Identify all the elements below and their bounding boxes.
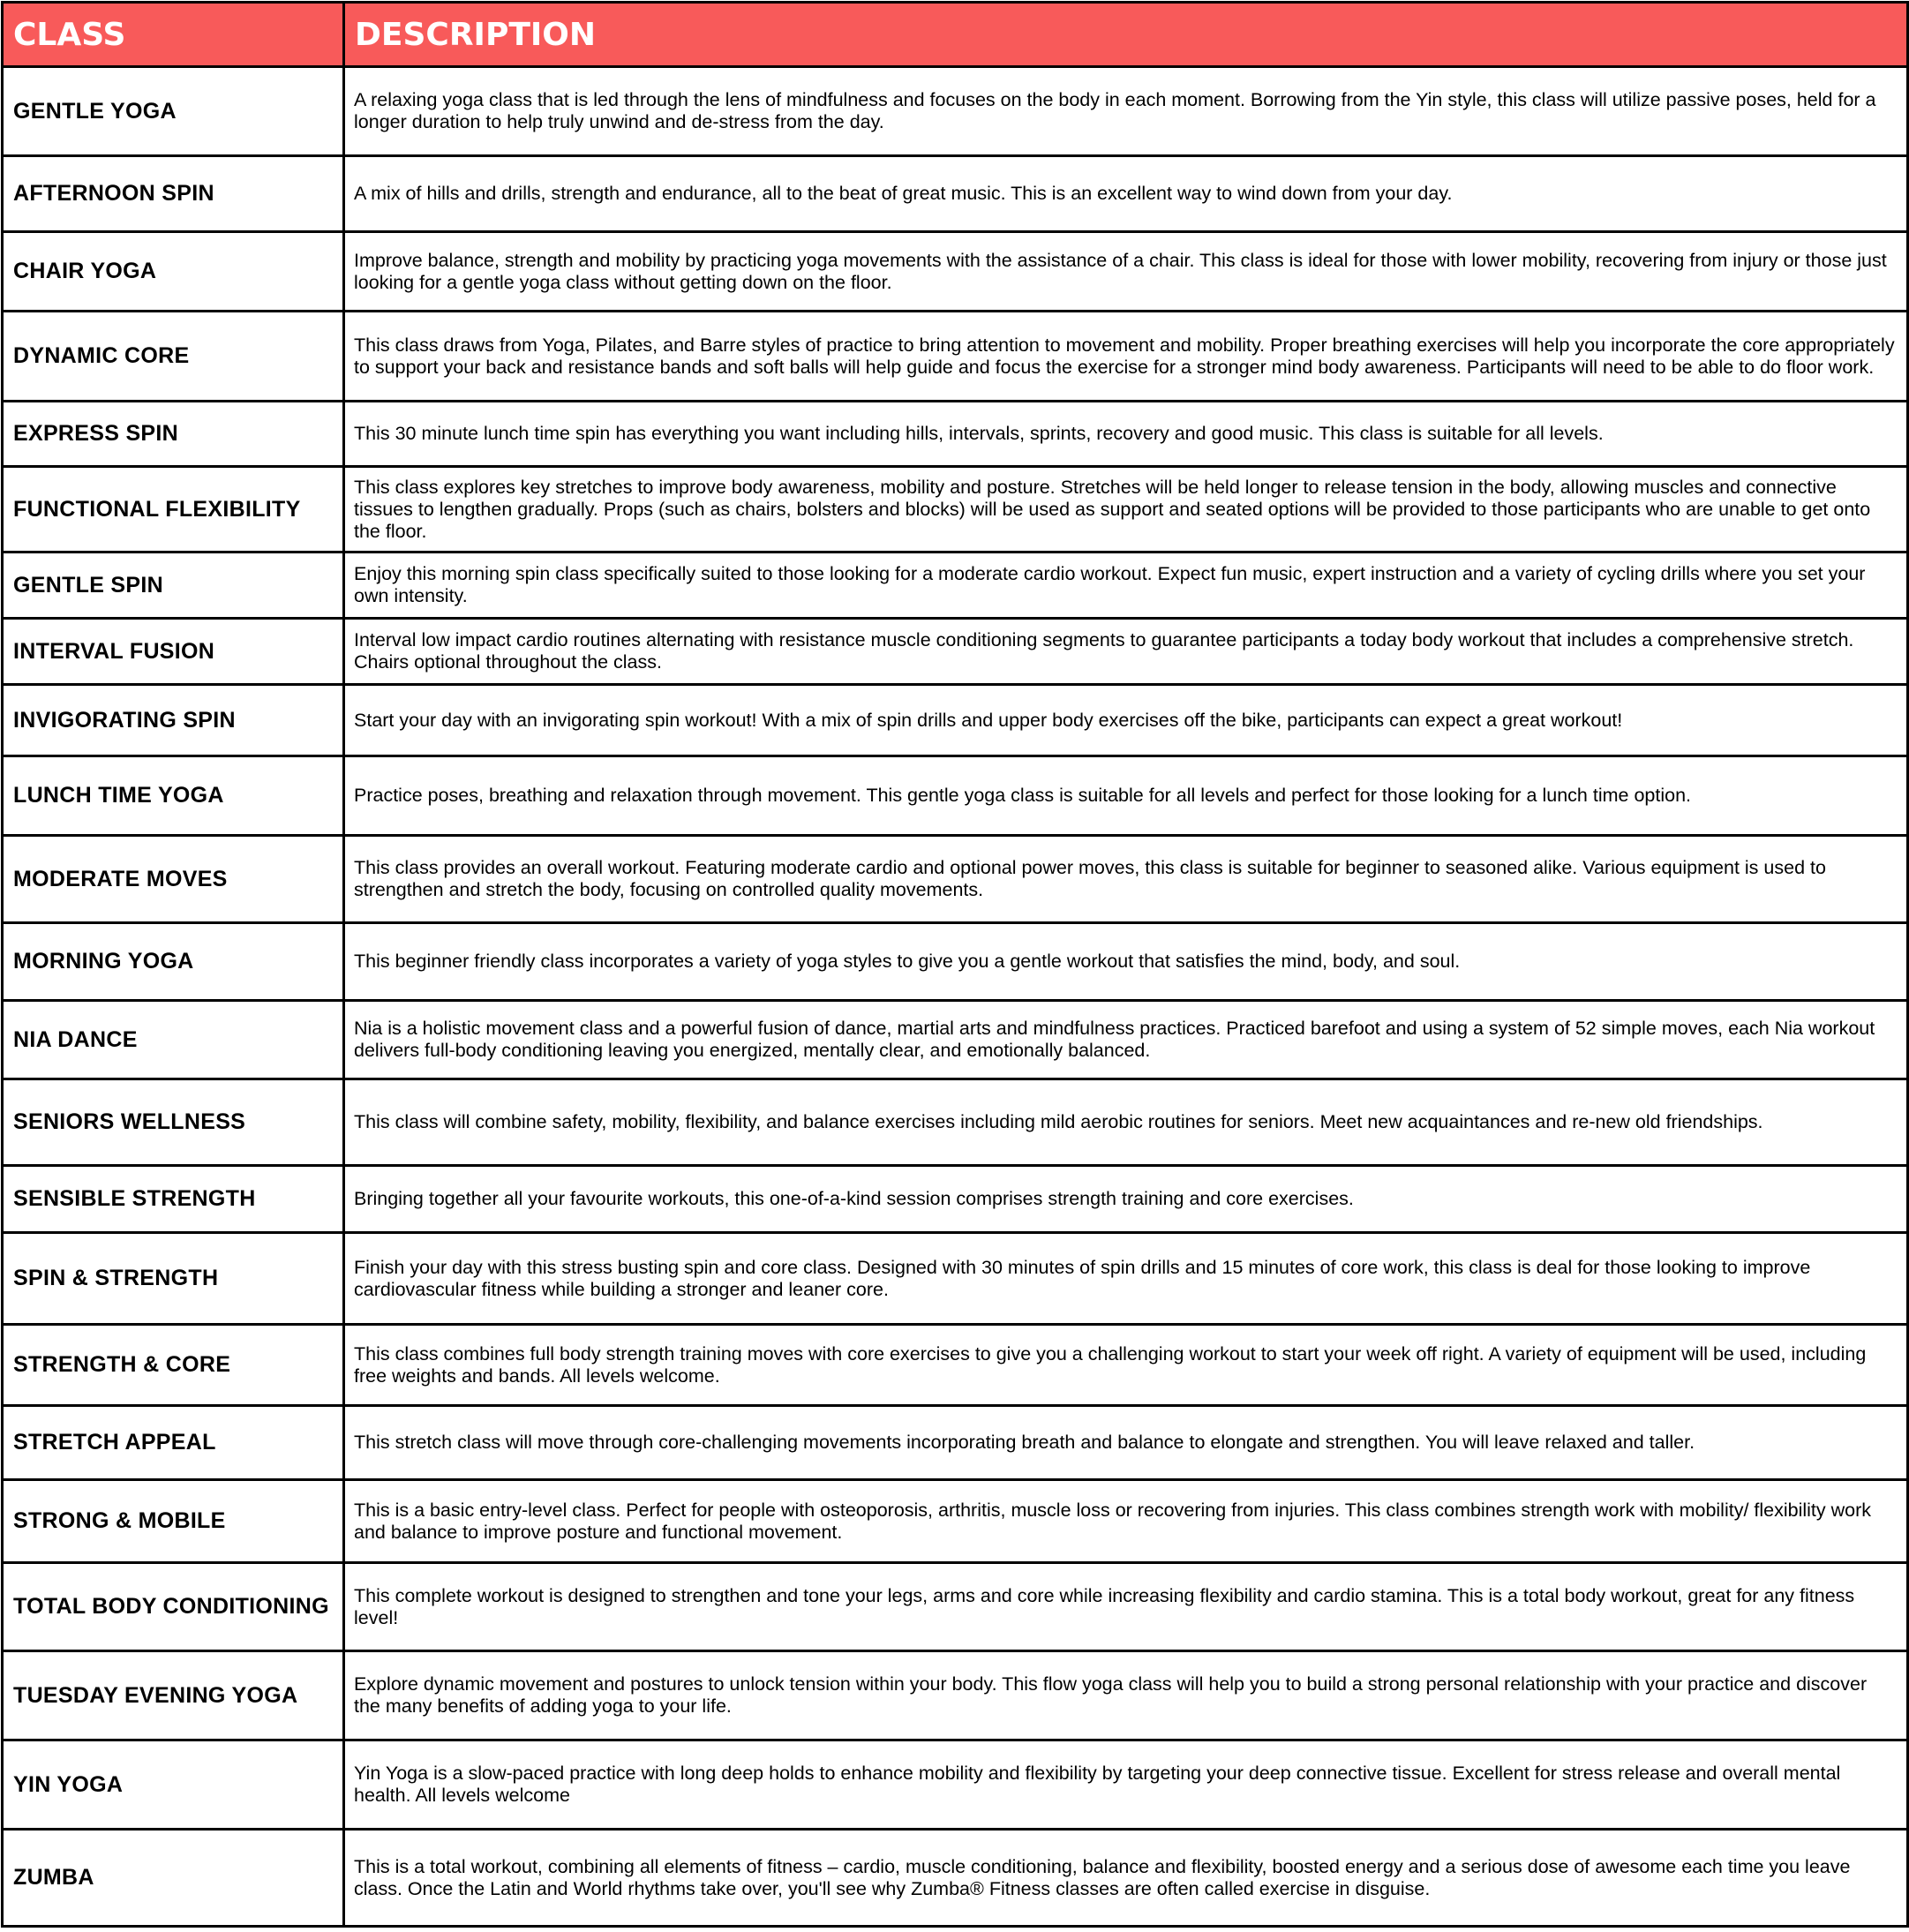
table-row <box>3 1233 1908 1325</box>
table-row <box>3 1079 1908 1166</box>
table-row <box>3 1406 1908 1480</box>
class-name: INVIGORATING SPIN <box>3 685 344 756</box>
class-description: This 30 minute lunch time spin has everything you want including hills, intervals, sprints, recovery and good music. This class is suitable for all levels. <box>344 402 1908 467</box>
class-description: Enjoy this morning spin class specifically suited to those looking for a moderate cardio workout. Expect fun music, expert instruction and a variety of cycling drills where you set your own intensity. <box>344 553 1908 619</box>
class-name: STRONG & MOBILE <box>3 1480 344 1563</box>
class-name: STRENGTH & CORE <box>3 1325 344 1406</box>
class-name: GENTLE SPIN <box>3 553 344 619</box>
table-row <box>3 467 1908 553</box>
class-description: This is a basic entry-level class. Perfect for people with osteoporosis, arthritis, muscle loss or recovering from injuries. This class combines strength work with mobility/ flexibility work and balance to improve posture and functional movement. <box>344 1480 1908 1563</box>
table-row <box>3 312 1908 402</box>
class-name: GENTLE YOGA <box>3 67 344 156</box>
class-description: This class explores key stretches to improve body awareness, mobility and posture. Stretches will be held longer to release tension in the body, allowing muscles and connective tissues to lengthen gradually. Props (such as chairs, bolsters and blocks) will be used as support and seated options will be provided to those participants who are unable to get onto the floor. <box>344 467 1908 553</box>
table-row <box>3 1651 1908 1740</box>
table-row <box>3 836 1908 923</box>
class-name: MODERATE MOVES <box>3 836 344 923</box>
class-description: This class draws from Yoga, Pilates, and Barre styles of practice to bring attention to movement and mobility. Proper breathing exercises will help you incorporate the core appropriately to support your back and resistance bands and soft balls will help guide and focus the exercise for a stronger mind body awareness. Participants will need to be able to do floor work. <box>344 312 1908 402</box>
class-description: This class will combine safety, mobility, flexibility, and balance exercises including mild aerobic routines for seniors. Meet new acquaintances and re-new old friendships. <box>344 1079 1908 1166</box>
class-description: This class combines full body strength training moves with core exercises to give you a challenging workout to start your week off right. A variety of equipment will be used, including free weights and bands. All levels welcome. <box>344 1325 1908 1406</box>
class-column-header: CLASS <box>3 3 344 67</box>
class-description: Finish your day with this stress busting spin and core class. Designed with 30 minutes of spin drills and 15 minutes of core work, this class is deal for those looking to improve cardiovascular fitness while building a stronger and leaner core. <box>344 1233 1908 1325</box>
class-name: SPIN & STRENGTH <box>3 1233 344 1325</box>
table-row <box>3 923 1908 1001</box>
table-row <box>3 67 1908 156</box>
class-description: This is a total workout, combining all elements of fitness – cardio, muscle conditioning, balance and flexibility, boosted energy and a serious dose of awesome each time you leave class. Once the Latin and World rhythms take over, you'll see why Zumba® Fitness classes are often called exercise in disguise. <box>344 1830 1908 1927</box>
table-row <box>3 756 1908 836</box>
table-row <box>3 1830 1908 1927</box>
class-name: SENSIBLE STRENGTH <box>3 1166 344 1233</box>
table-row <box>3 553 1908 619</box>
class-name: INTERVAL FUSION <box>3 619 344 685</box>
class-name: AFTERNOON SPIN <box>3 156 344 232</box>
class-description: Yin Yoga is a slow-paced practice with long deep holds to enhance mobility and flexibility by targeting your deep connective tissue. Excellent for stress release and overall mental health. All levels welcome <box>344 1740 1908 1830</box>
class-name: MORNING YOGA <box>3 923 344 1001</box>
class-description: A mix of hills and drills, strength and endurance, all to the beat of great music. This is an excellent way to wind down from your day. <box>344 156 1908 232</box>
class-description-table <box>1 1 1909 1928</box>
class-description: Practice poses, breathing and relaxation through movement. This gentle yoga class is suitable for all levels and perfect for those looking for a lunch time option. <box>344 756 1908 836</box>
table-row <box>3 402 1908 467</box>
class-description: This complete workout is designed to strengthen and tone your legs, arms and core while increasing flexibility and cardio stamina. This is a total body workout, great for any fitness level! <box>344 1563 1908 1651</box>
class-description: Start your day with an invigorating spin workout! With a mix of spin drills and upper body exercises off the bike, participants can expect a great workout! <box>344 685 1908 756</box>
class-description: A relaxing yoga class that is led through the lens of mindfulness and focuses on the body in each moment. Borrowing from the Yin style, this class will utilize passive poses, held for a longer duration to help truly unwind and de-stress from the day. <box>344 67 1908 156</box>
class-name: TUESDAY EVENING YOGA <box>3 1651 344 1740</box>
header-row <box>3 3 1908 67</box>
table-row <box>3 685 1908 756</box>
class-name: STRETCH APPEAL <box>3 1406 344 1480</box>
class-name: EXPRESS SPIN <box>3 402 344 467</box>
class-name: TOTAL BODY CONDITIONING <box>3 1563 344 1651</box>
table-row <box>3 1480 1908 1563</box>
class-description: Improve balance, strength and mobility by practicing yoga movements with the assistance of a chair. This class is ideal for those with lower mobility, recovering from injury or those just looking for a gentle yoga class without getting down on the floor. <box>344 232 1908 312</box>
class-description: Nia is a holistic movement class and a powerful fusion of dance, martial arts and mindfulness practices. Practiced barefoot and using a system of 52 simple moves, each Nia workout delivers full-body conditioning leaving you energized, mentally clear, and emotionally balanced. <box>344 1001 1908 1079</box>
table-row <box>3 1001 1908 1079</box>
table-row <box>3 232 1908 312</box>
table-row <box>3 156 1908 232</box>
class-name: CHAIR YOGA <box>3 232 344 312</box>
class-description: This beginner friendly class incorporates a variety of yoga styles to give you a gentle workout that satisfies the mind, body, and soul. <box>344 923 1908 1001</box>
table-row <box>3 1740 1908 1830</box>
class-description: This stretch class will move through core-challenging movements incorporating breath and balance to elongate and strengthen. You will leave relaxed and taller. <box>344 1406 1908 1480</box>
class-name: ZUMBA <box>3 1830 344 1927</box>
class-name: SENIORS WELLNESS <box>3 1079 344 1166</box>
class-description: Explore dynamic movement and postures to unlock tension within your body. This flow yoga class will help you to build a strong personal relationship with your practice and discover the many benefits of adding yoga to your life. <box>344 1651 1908 1740</box>
table-row <box>3 1563 1908 1651</box>
class-name: YIN YOGA <box>3 1740 344 1830</box>
class-name: NIA DANCE <box>3 1001 344 1079</box>
class-description: This class provides an overall workout. Featuring moderate cardio and optional power moves, this class is suitable for beginner to seasoned alike. Various equipment is used to strengthen and stretch the body, focusing on controlled quality movements. <box>344 836 1908 923</box>
class-name: DYNAMIC CORE <box>3 312 344 402</box>
class-description: Interval low impact cardio routines alternating with resistance muscle conditioning segments to guarantee participants a today body workout that includes a comprehensive stretch. Chairs optional throughout the class. <box>344 619 1908 685</box>
class-name: FUNCTIONAL FLEXIBILITY <box>3 467 344 553</box>
class-description: Bringing together all your favourite workouts, this one-of-a-kind session comprises strength training and core exercises. <box>344 1166 1908 1233</box>
class-name: LUNCH TIME YOGA <box>3 756 344 836</box>
table-row <box>3 1166 1908 1233</box>
table-row <box>3 619 1908 685</box>
description-column-header: DESCRIPTION <box>344 3 1908 67</box>
table-row <box>3 1325 1908 1406</box>
